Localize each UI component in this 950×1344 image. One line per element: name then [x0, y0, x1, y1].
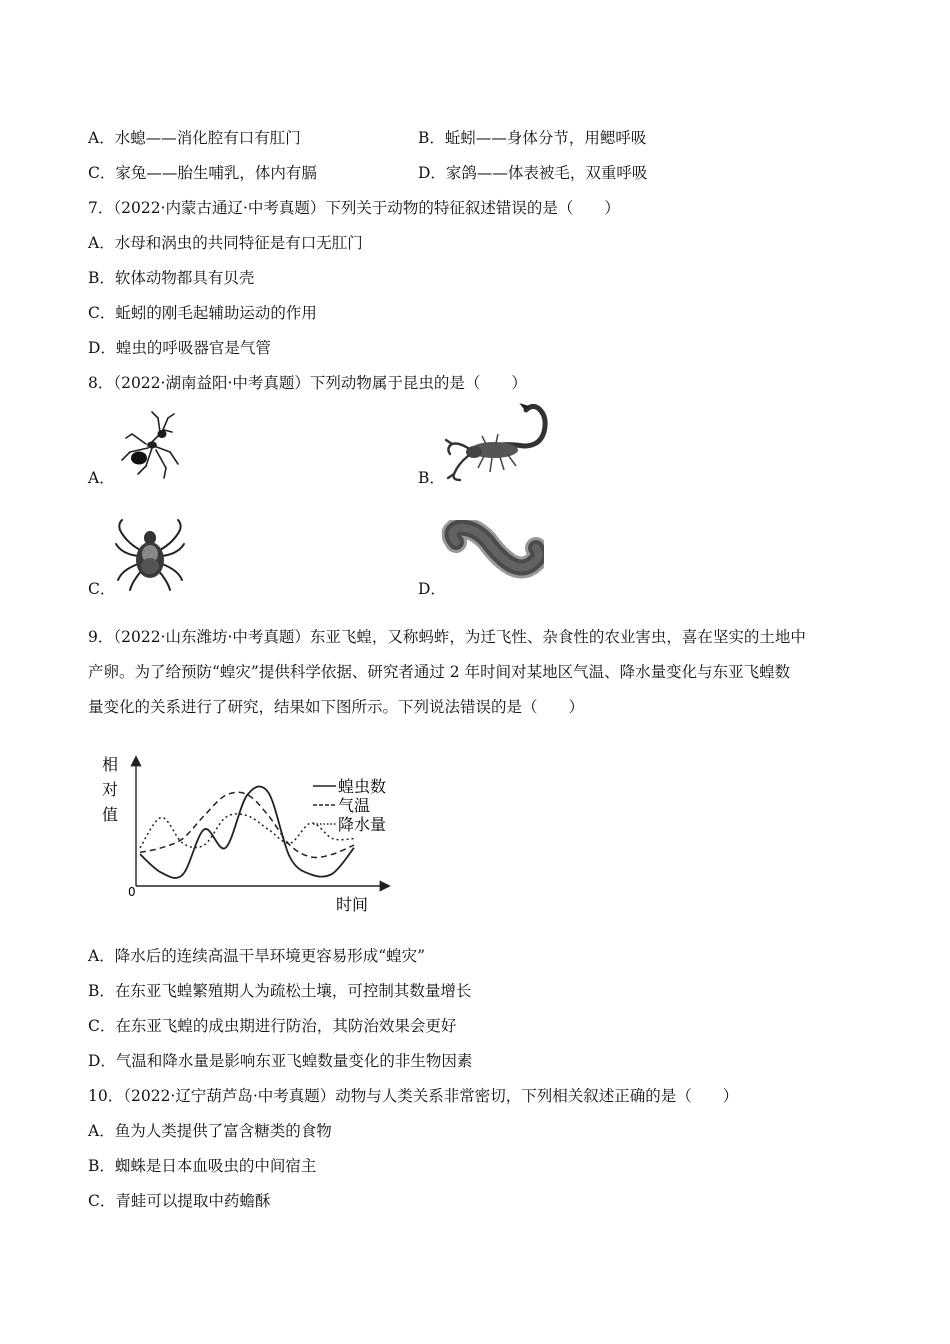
q10-option-a: A．鱼为人类提供了富含糖类的食物: [88, 1122, 332, 1140]
q8-option-b-label: B．: [418, 469, 445, 487]
y-axis-label-char-2: 对: [102, 780, 119, 799]
legend-label-3: 降水量: [338, 815, 387, 834]
q7-option-a: A．水母和涡虫的共同特征是有口无肛门: [88, 234, 363, 252]
q8-option-a-label: A．: [88, 469, 115, 487]
series-line-1: [140, 786, 354, 877]
ant-image: [112, 408, 188, 484]
q7-stem: 7．（2022·内蒙古通辽·中考真题）下列关于动物的特征叙述错误的是（ ）: [88, 199, 620, 217]
q9-option-b: B．在东亚飞蝗繁殖期人为疏松土壤，可控制其数量增长: [88, 982, 472, 1000]
y-axis-label-char-1: 相: [102, 755, 119, 774]
centipede-worm-image: [440, 520, 544, 594]
tick-image: [112, 514, 188, 594]
x-axis-label: 时间: [336, 895, 369, 914]
series-line-2: [140, 792, 354, 857]
q7-option-c: C．蚯蚓的刚毛起辅助运动的作用: [88, 304, 317, 322]
locust-climate-chart: [96, 748, 436, 918]
q6-option-a: A．水螅——消化腔有口有肛门: [88, 129, 301, 147]
q7-option-b: B．软体动物都具有贝壳: [88, 269, 255, 287]
origin-label: 0: [128, 885, 136, 899]
q9-stem-line-1: 9．（2022·山东潍坊·中考真题）东亚飞蝗，又称蚂蚱，为迁飞性、杂食性的农业害虫，喜在坚实的土地中: [88, 628, 806, 646]
q10-option-b: B．蜘蛛是日本血吸虫的中间宿主: [88, 1157, 317, 1175]
q9-option-d: D．气温和降水量是影响东亚飞蝗数量变化的非生物因素: [88, 1052, 473, 1070]
q8-option-c-label: C．: [88, 580, 116, 598]
q9-stem-line-2: 产卵。为了给预防“蝗灾”提供科学依据、研究者通过 2 年时间对某地区气温、降水量变化与东亚飞蝗数: [88, 663, 791, 681]
legend-label-1: 蝗虫数: [338, 777, 387, 796]
q9-option-c: C．在东亚飞蝗的成虫期进行防治，其防治效果会更好: [88, 1017, 457, 1035]
y-axis-label-char-3: 值: [102, 805, 119, 824]
q10-option-c: C．青蛙可以提取中药蟾酥: [88, 1192, 271, 1210]
series-line-3: [140, 814, 354, 848]
q9-stem-line-3: 量变化的关系进行了研究，结果如下图所示。下列说法错误的是（ ）: [88, 698, 585, 716]
q7-option-d: D．蝗虫的呼吸器官是气管: [88, 339, 271, 357]
q6-option-c: C．家兔——胎生哺乳，体内有膈: [88, 164, 317, 182]
q8-stem: 8．（2022·湖南益阳·中考真题）下列动物属于昆虫的是（ ）: [88, 374, 527, 392]
legend-label-2: 气温: [338, 796, 371, 815]
q9-stem: [88, 620, 863, 725]
q8-option-d-label: D．: [418, 580, 446, 598]
scorpion-image: [444, 402, 552, 484]
q10-stem: 10．（2022·辽宁葫芦岛·中考真题）动物与人类关系非常密切，下列相关叙述正确的是（ ）: [88, 1087, 739, 1105]
q9-option-a: A．降水后的连续高温干旱环境更容易形成“蝗灾”: [88, 947, 426, 965]
q6-option-b: B．蚯蚓——身体分节，用鳃呼吸: [418, 129, 647, 147]
q6-option-d: D．家鸽——体表被毛，双重呼吸: [418, 164, 648, 182]
